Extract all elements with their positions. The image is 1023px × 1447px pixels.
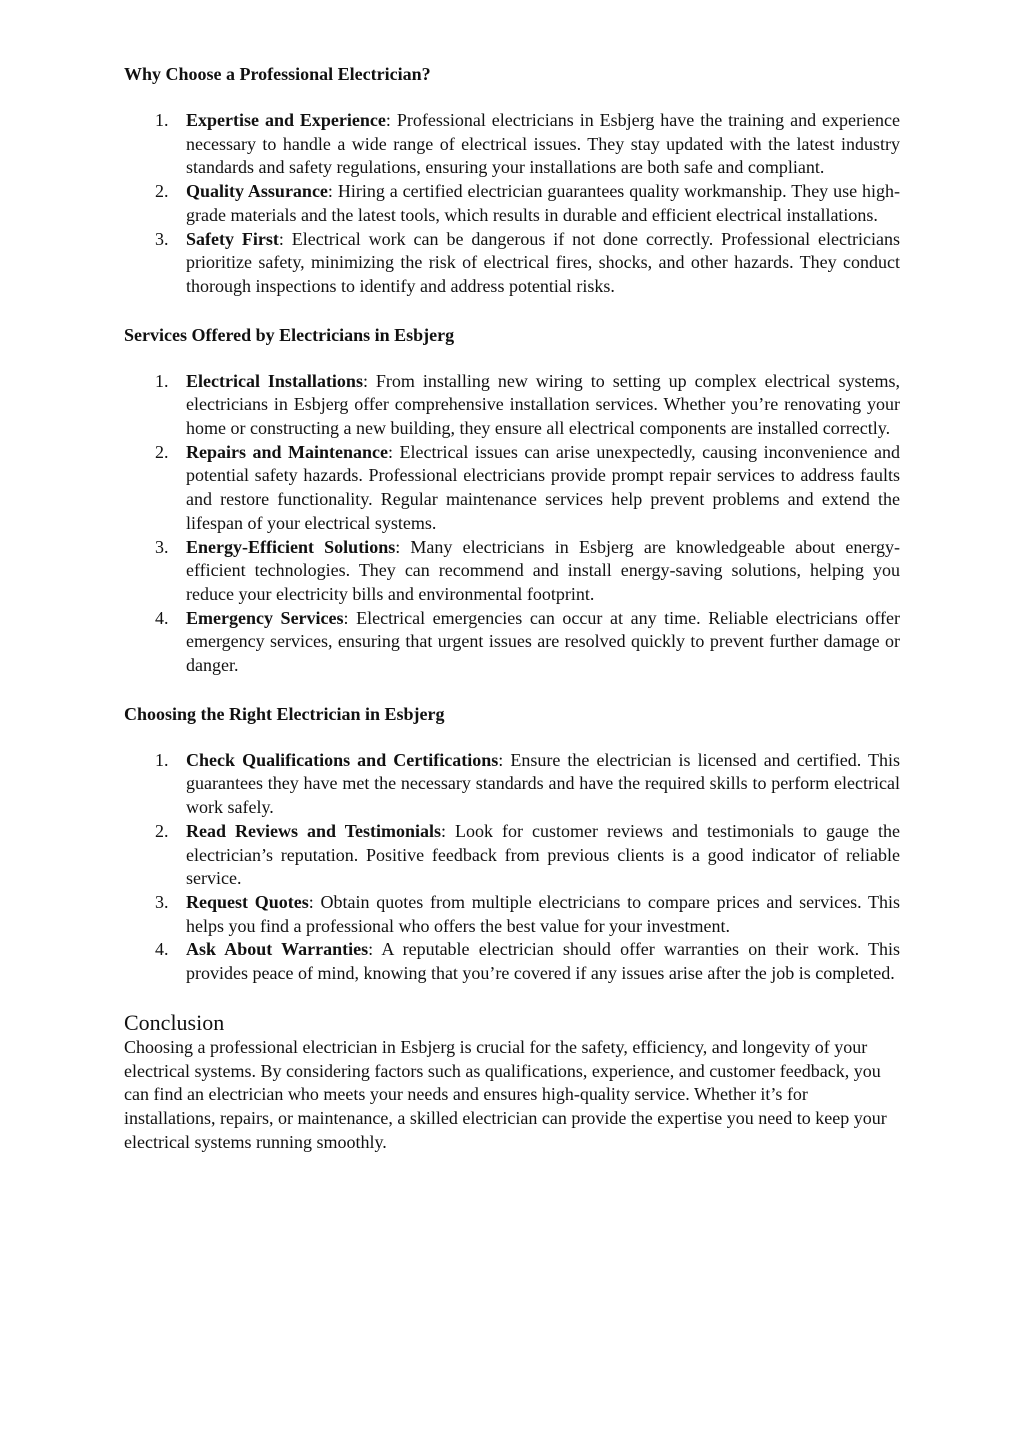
item-number: 2. bbox=[155, 441, 169, 462]
item-text: : Obtain quotes from multiple electricians to compare prices and services. This helps you find a professional who offers the best value for your investment. bbox=[186, 891, 900, 936]
item-number: 1. bbox=[155, 110, 169, 130]
item-term: Read Reviews and Testimonials bbox=[186, 820, 442, 841]
item-text: : Professional electricians in Esbjerg have the training and experience necessary to handle a wide range of electrical issues. They stay updated with the latest industry standards and safety regulations, ensuring your installations are both safe and compliant. bbox=[186, 110, 900, 178]
item-number: 2. bbox=[155, 820, 169, 841]
conclusion-heading: Conclusion bbox=[124, 1009, 225, 1035]
item-term: Expertise and Experience bbox=[186, 110, 386, 130]
section-heading-choosing: Choosing the Right Electrician in Esbjerg bbox=[124, 703, 445, 724]
item-term: Energy-Efficient Solutions bbox=[186, 536, 396, 557]
list-item bbox=[124, 109, 900, 180]
item-text: : Ensure the electrician is licensed and certified. This guarantees they have met the necessary standards and have the required skills to perform electrical work safely. bbox=[186, 749, 900, 818]
section-heading-why-choose: Why Choose a Professional Electrician? bbox=[124, 64, 431, 84]
conclusion-paragraph: Choosing a professional electrician in Esbjerg is crucial for the safety, efficiency, and longevity of your electrical systems. By considering factors such as qualifications, experience, and customer feedback, you can find an electrician who meets your needs and ensures high-quality service. Whether it’s for installations, repairs, or maintenance, a skilled electrician can provide the expertise you need to keep your electrical systems running smoothly. bbox=[124, 1036, 887, 1152]
item-text: : A reputable electrician should offer warranties on their work. This provides peace of mind, knowing that you’re covered if any issues arise after the job is completed. bbox=[186, 939, 900, 984]
list-item bbox=[124, 820, 900, 891]
item-text: : Electrical emergencies can occur at any time. Reliable electricians offer emergency services, ensuring that urgent issues are resolved quickly to prevent further damage or danger. bbox=[186, 607, 900, 676]
list-item bbox=[124, 938, 900, 985]
item-term: Safety First bbox=[186, 228, 279, 249]
item-number: 2. bbox=[155, 181, 169, 202]
item-term: Check Qualifications and Certifications bbox=[186, 749, 499, 770]
item-text: : From installing new wiring to setting up complex electrical systems, electricians in Esbjerg offer comprehensive installation services. Whether you’re renovating your home or constructing a new building, they ensure all electrical components are installed correctly. bbox=[186, 370, 900, 439]
item-number: 1. bbox=[155, 370, 169, 391]
item-term: Ask About Warranties bbox=[186, 939, 369, 960]
document-page bbox=[124, 62, 900, 1155]
item-term: Quality Assurance bbox=[186, 181, 328, 202]
item-number: 3. bbox=[155, 891, 169, 912]
choosing-list bbox=[124, 749, 900, 986]
list-item bbox=[124, 749, 900, 820]
list-item bbox=[124, 536, 900, 607]
item-number: 4. bbox=[155, 939, 169, 960]
item-term: Electrical Installations bbox=[186, 370, 363, 391]
item-number: 1. bbox=[155, 749, 169, 770]
item-text: : Hiring a certified electrician guarantees quality workmanship. They use high-grade materials and the latest tools, which results in durable and efficient electrical installations. bbox=[186, 181, 900, 225]
item-text: : Look for customer reviews and testimonials to gauge the electrician’s reputation. Positive feedback from previous clients is a good indicator of reliable service. bbox=[186, 820, 900, 889]
list-item bbox=[124, 370, 900, 441]
list-item bbox=[124, 180, 900, 227]
item-number: 3. bbox=[155, 536, 169, 557]
why-choose-list bbox=[124, 109, 900, 299]
list-item bbox=[124, 441, 900, 536]
item-number: 4. bbox=[155, 607, 169, 628]
list-item bbox=[124, 228, 900, 299]
item-term: Request Quotes bbox=[186, 891, 309, 912]
list-item bbox=[124, 891, 900, 938]
item-text: : Electrical work can be dangerous if not done correctly. Professional electricians prioritize safety, minimizing the risk of electrical fires, shocks, and other hazards. They conduct thorough inspections to identify and address potential risks. bbox=[186, 228, 900, 296]
item-text: : Many electricians in Esbjerg are knowledgeable about energy-efficient technologies. They can recommend and install energy-saving solutions, helping you reduce your electricity bills and environmental footprint. bbox=[186, 536, 900, 604]
item-term: Emergency Services bbox=[186, 607, 344, 628]
services-list bbox=[124, 370, 900, 678]
item-term: Repairs and Maintenance bbox=[186, 441, 388, 462]
list-item bbox=[124, 607, 900, 678]
item-text: : Electrical issues can arise unexpectedly, causing inconvenience and potential safety hazards. Professional electricians provide prompt repair services to address faults and restore functionality. Regular maintenance services help prevent problems and extend the lifespan of your electrical systems. bbox=[186, 441, 901, 533]
section-heading-services: Services Offered by Electricians in Esbjerg bbox=[124, 324, 455, 345]
item-number: 3. bbox=[155, 228, 169, 249]
